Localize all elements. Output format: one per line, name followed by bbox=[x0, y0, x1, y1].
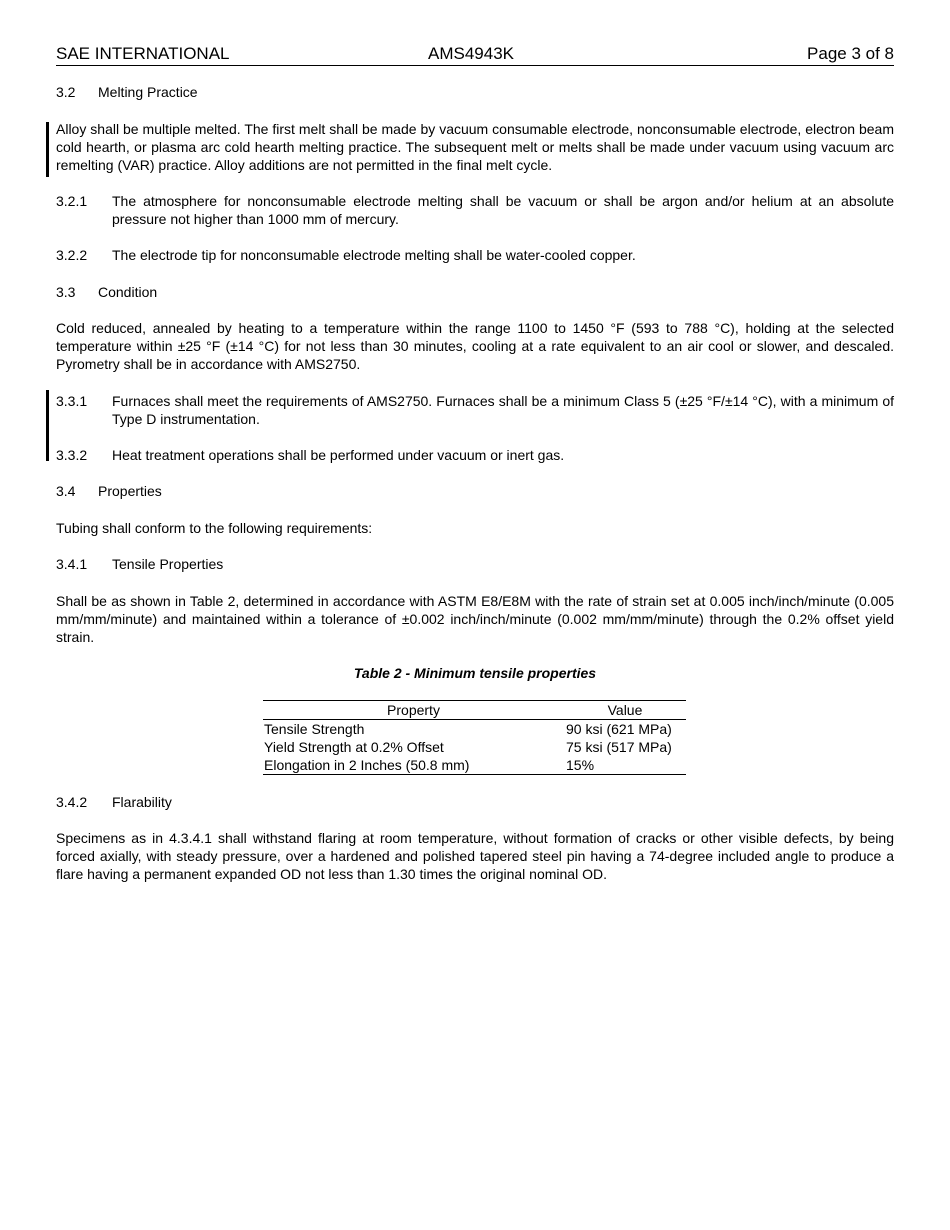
page-header bbox=[56, 44, 894, 66]
revision-bar bbox=[46, 122, 49, 177]
revision-bar bbox=[46, 390, 49, 461]
column-header-value: Value bbox=[607, 702, 643, 718]
section-number: 3.3.1 bbox=[56, 393, 88, 409]
table-cell-property: Tensile Strength bbox=[264, 721, 365, 737]
section-body: The atmosphere for nonconsumable electrode melting shall be vacuum or shall be argon and/or helium at an absolute pressure not higher than 1000 mm of mercury. bbox=[112, 193, 894, 227]
section-number: 3.2.1 bbox=[56, 193, 88, 209]
section-number: 3.3.2 bbox=[56, 447, 88, 463]
section-number: 3.4.2 bbox=[56, 794, 88, 810]
section-3-4-1-body: Shall be as shown in Table 2, determined in accordance with ASTM E8/E8M with the rate of strain set at 0.005 inch/inch/minute (0.005 mm/mm/minute) and maintained within a tolerance of ±0.002 inch/inch/minute (0.002 mm/mm/minute) through the 0.2% offset yield strain. bbox=[56, 593, 894, 645]
section-title: Tensile Properties bbox=[112, 556, 224, 572]
section-3-3-2 bbox=[56, 446, 894, 464]
section-3-4-2-body: Specimens as in 4.3.4.1 shall withstand flaring at room temperature, without formation of cracks or other visible defects, by being forced axially, with steady pressure, over a hardened and polished tapered steel pin having a 74-degree included angle to produce a flare having a permanent expanded OD not less than 1.30 times the original nominal OD. bbox=[56, 830, 894, 882]
table-cell-value: 15% bbox=[566, 757, 595, 773]
section-title: Condition bbox=[98, 284, 158, 300]
header-organization: SAE INTERNATIONAL bbox=[56, 44, 230, 63]
section-title: Properties bbox=[98, 483, 162, 499]
header-page-number: Page 3 of 8 bbox=[807, 44, 894, 63]
column-header-property: Property bbox=[387, 702, 440, 718]
section-3-2-body: Alloy shall be multiple melted. The first melt shall be made by vacuum consumable electrode, nonconsumable electrode, electron beam cold hearth, or plasma arc cold hearth melting practice. The subsequent melt or melts shall be made under vacuum using vacuum arc remelting (VAR) practice. Alloy additions are not permitted in the final melt cycle. bbox=[56, 121, 894, 173]
section-3-4-2-heading bbox=[56, 793, 894, 811]
section-body: The electrode tip for nonconsumable electrode melting shall be water-cooled copper. bbox=[112, 247, 636, 263]
section-3-2-2 bbox=[56, 246, 894, 264]
section-number: 3.2.2 bbox=[56, 247, 88, 263]
section-3-2-1 bbox=[56, 192, 894, 228]
section-number: 3.3 bbox=[56, 284, 76, 300]
section-3-3-heading bbox=[56, 283, 894, 301]
section-3-3-body: Cold reduced, annealed by heating to a temperature within the range 1100 to 1450 °F (593 to 788 °C), holding at the selected temperature within ±25 °F (±14 °C) for not less than 30 minutes, cooling at a rate equivalent to an air cool or slower, and descaled. Pyrometry shall be in accordance with AMS2750. bbox=[56, 320, 894, 372]
table-header-row bbox=[263, 701, 686, 720]
tensile-properties-table bbox=[263, 700, 686, 775]
table-row bbox=[263, 756, 686, 775]
table-row bbox=[263, 720, 686, 739]
table-cell-property: Elongation in 2 Inches (50.8 mm) bbox=[264, 757, 470, 773]
section-3-4-1-heading bbox=[56, 555, 894, 573]
table-row bbox=[263, 738, 686, 756]
table-caption: Table 2 - Minimum tensile properties bbox=[353, 665, 597, 681]
section-body: Heat treatment operations shall be performed under vacuum or inert gas. bbox=[112, 447, 565, 463]
section-3-4-body: Tubing shall conform to the following requirements: bbox=[56, 520, 373, 536]
table-cell-value: 75 ksi (517 MPa) bbox=[566, 739, 672, 755]
header-document-number: AMS4943K bbox=[428, 44, 514, 63]
section-number: 3.4 bbox=[56, 483, 76, 499]
section-3-4-heading bbox=[56, 482, 894, 500]
section-number: 3.4.1 bbox=[56, 556, 88, 572]
section-number: 3.2 bbox=[56, 84, 76, 100]
section-3-3-1 bbox=[56, 392, 894, 428]
section-title: Flarability bbox=[112, 794, 172, 810]
table-cell-value: 90 ksi (621 MPa) bbox=[566, 721, 672, 737]
table-cell-property: Yield Strength at 0.2% Offset bbox=[264, 739, 444, 755]
section-title: Melting Practice bbox=[98, 84, 198, 100]
section-body: Furnaces shall meet the requirements of AMS2750. Furnaces shall be a minimum Class 5 (±25 °F/±14 °C), with a minimum of Type D instrumentation. bbox=[112, 393, 894, 427]
section-3-2-heading bbox=[56, 83, 894, 101]
